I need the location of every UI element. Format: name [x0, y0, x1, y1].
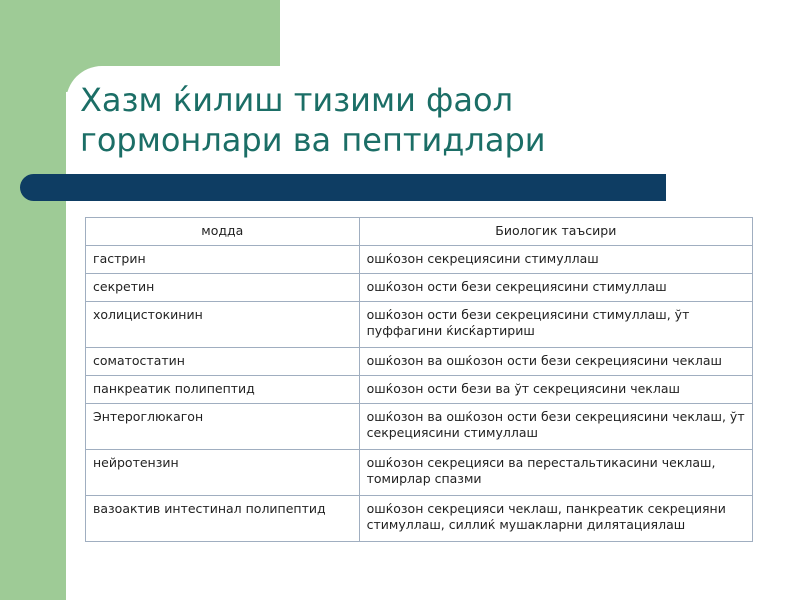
- table-row: [86, 302, 753, 348]
- table-row: [86, 246, 753, 274]
- cell-substance: Энтероглюкагон: [86, 404, 360, 450]
- header-substance: модда: [86, 218, 360, 246]
- cell-effect: ошќозон ва ошќозон ости бези секрециясини чеклаш: [359, 348, 752, 376]
- cell-substance: соматостатин: [86, 348, 360, 376]
- cell-substance: вазоактив интестинал полипептид: [86, 496, 360, 542]
- table-row: [86, 404, 753, 450]
- cell-effect: ошќозон секрециясини стимуллаш: [359, 246, 752, 274]
- cell-effect: ошќозон ости бези ва ўт секрециясини чеклаш: [359, 376, 752, 404]
- slide-title-line-1: Хазм ќилиш тизими фаол: [80, 81, 514, 119]
- cell-substance: нейротензин: [86, 450, 360, 496]
- cell-effect: ошќозон ва ошќозон ости бези секрециясини чеклаш, ўт секрециясини стимуллаш: [359, 404, 752, 450]
- cell-substance: секретин: [86, 274, 360, 302]
- slide-title: [80, 80, 700, 160]
- table-row: [86, 348, 753, 376]
- cell-effect: ошќозон ости бези секрециясини стимуллаш: [359, 274, 752, 302]
- table-row: [86, 376, 753, 404]
- cell-substance: панкреатик полипептид: [86, 376, 360, 404]
- title-underline-bar: [20, 174, 666, 201]
- cell-substance: холицистокинин: [86, 302, 360, 348]
- table-row: [86, 496, 753, 542]
- table-row: [86, 450, 753, 496]
- cell-substance: гастрин: [86, 246, 360, 274]
- cell-effect: ошќозон секрецияси чеклаш, панкреатик секрецияни стимуллаш, силлиќ мушакларни дилятациялаш: [359, 496, 752, 542]
- table-row: [86, 274, 753, 302]
- cell-effect: ошќозон секрецияси ва перестальтикасини чеклаш, томирлар спазми: [359, 450, 752, 496]
- table-header-row: [86, 218, 753, 246]
- hormone-table: [85, 217, 753, 542]
- slide-title-line-2: гормонлари ва пептидлари: [80, 121, 546, 159]
- cell-effect: ошќозон ости бези секрециясини стимуллаш, ўт пуффагини ќисќартириш: [359, 302, 752, 348]
- header-effect: Биологик таъсири: [359, 218, 752, 246]
